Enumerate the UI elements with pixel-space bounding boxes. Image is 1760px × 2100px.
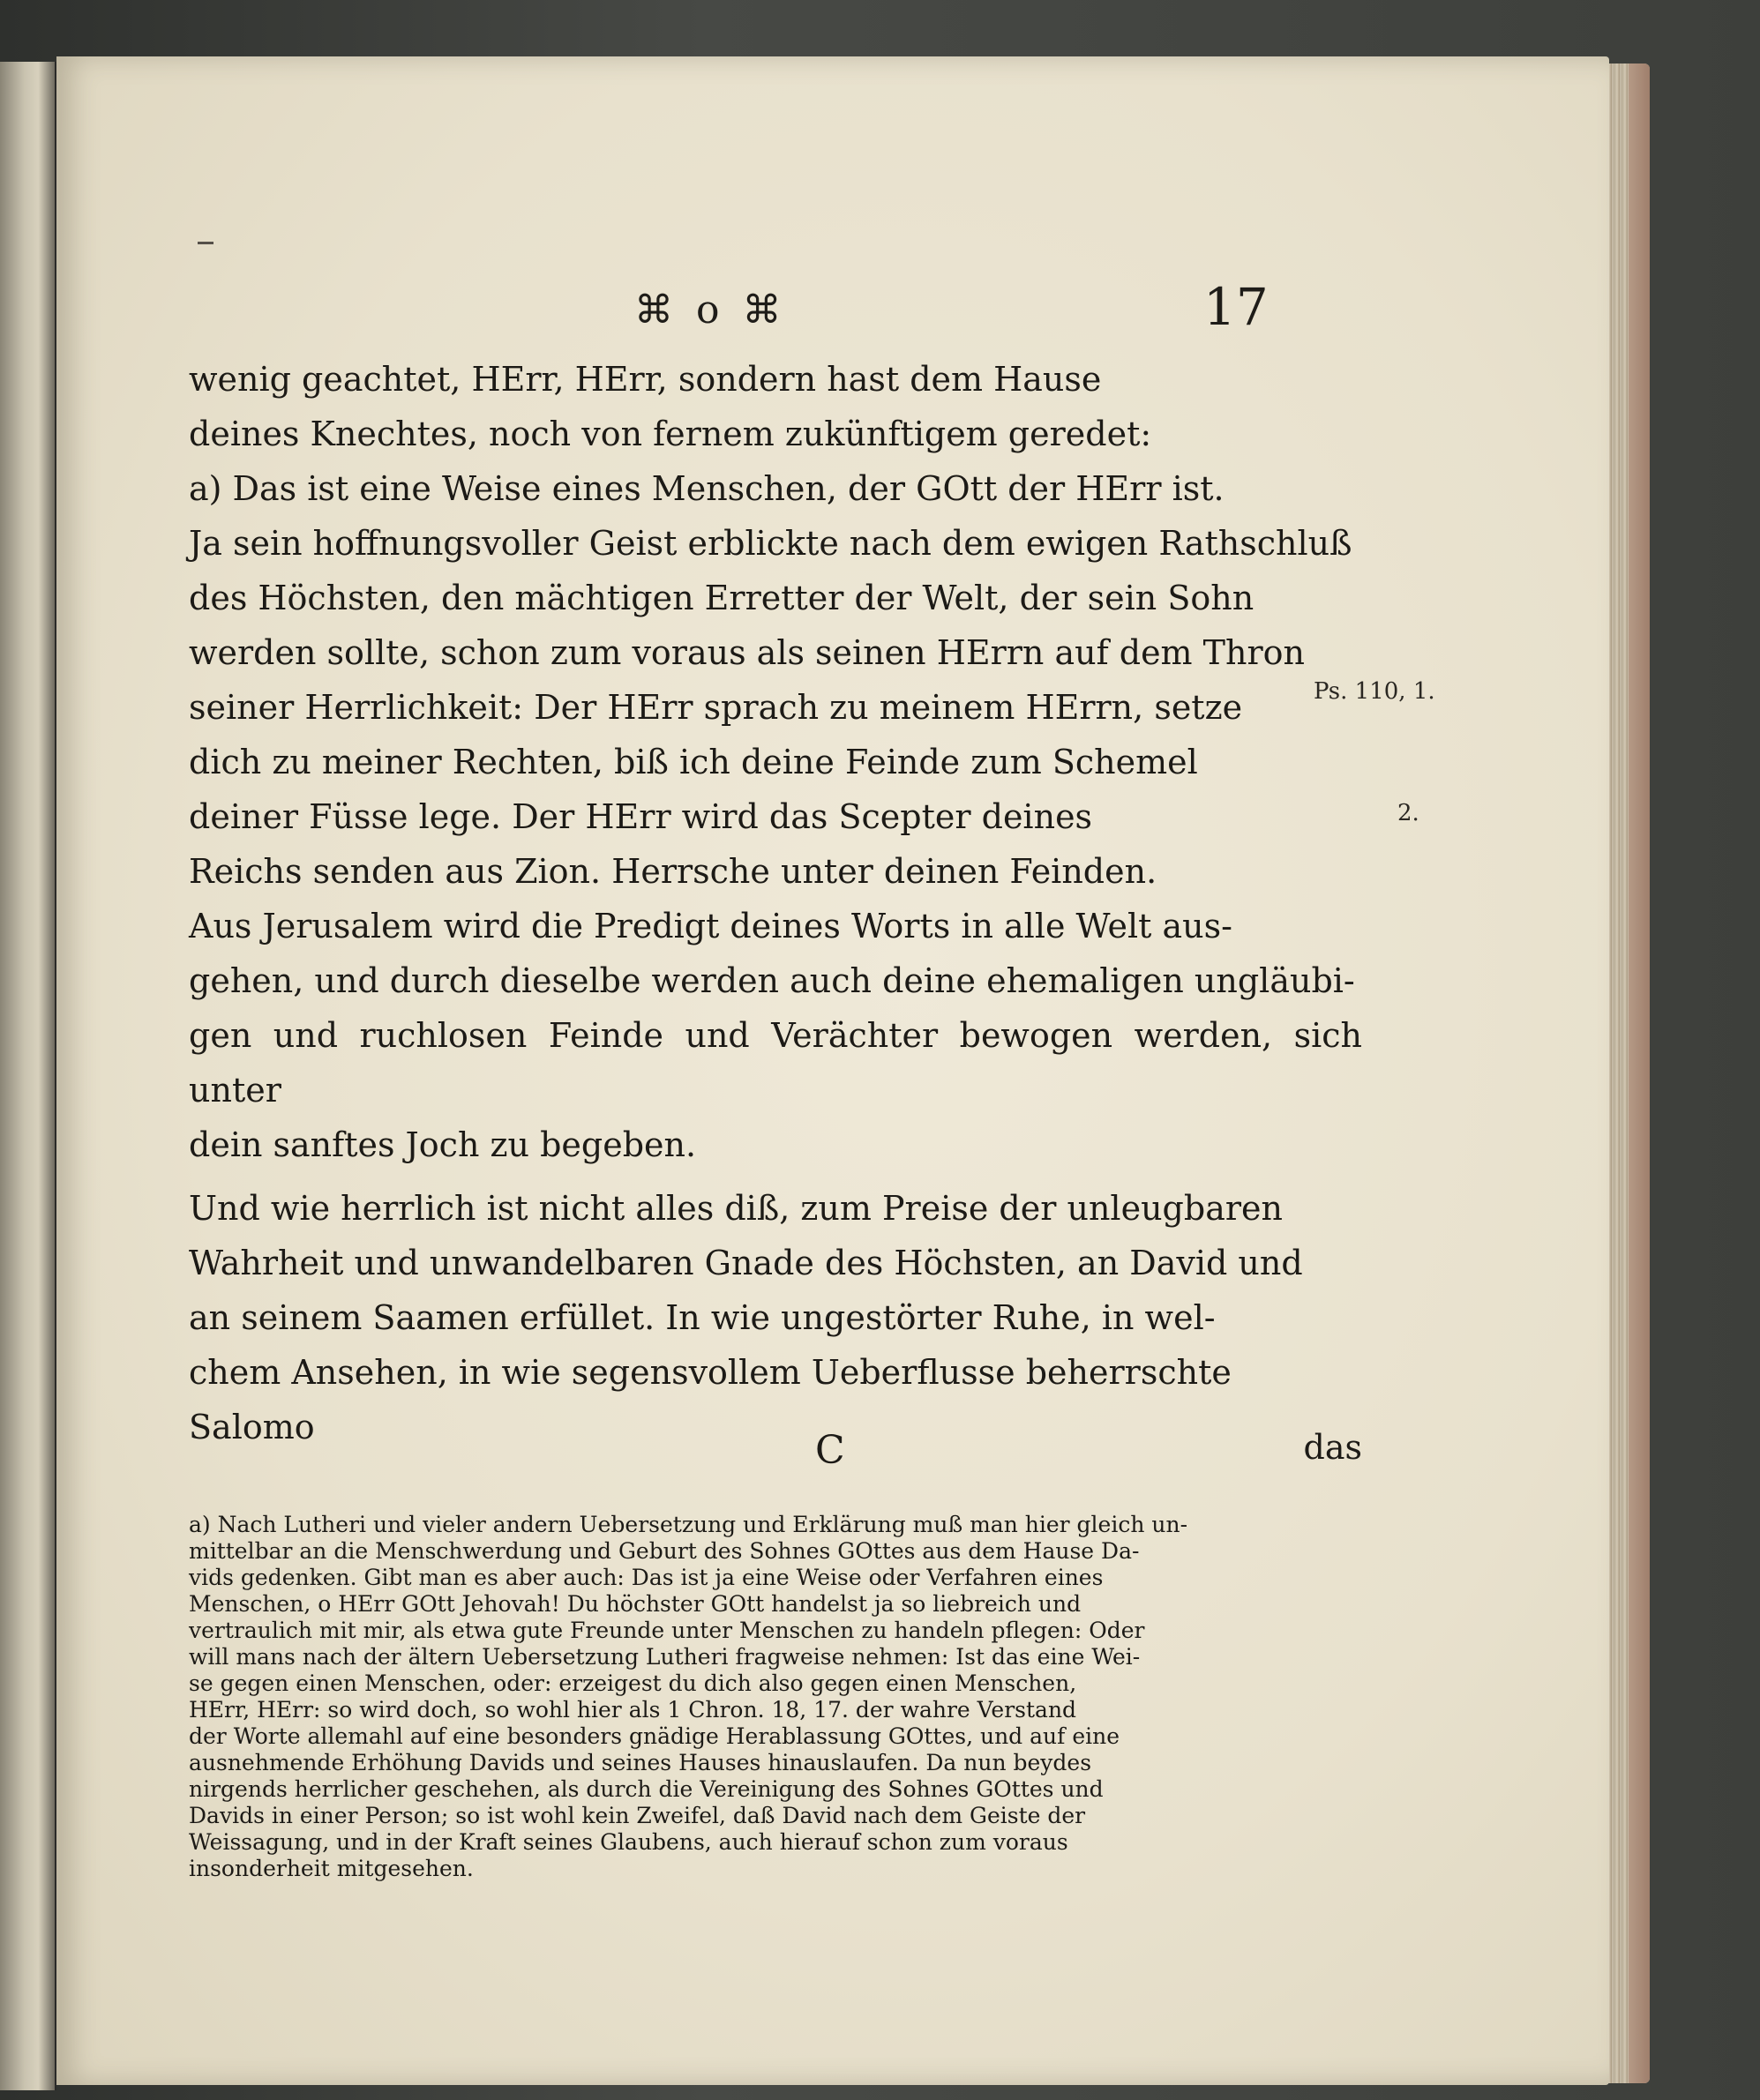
header-ornament: ⌘ o ⌘: [634, 288, 787, 333]
margin-dash: [198, 242, 213, 244]
book-page: [56, 56, 1609, 2085]
paragraph-2: Und wie herrlich ist nicht alles diß, zum Preise der unleugbaren Wahrheit und unwandelbaren Gnade des Höchsten, an David und an seinem Saamen erfüllet. In wie ungestörter Ruhe, in wel- chem Ansehen, in wie segensvollem Ueberflusse beherrschte Salomo: [189, 1189, 1303, 1446]
page-number: 17: [1203, 277, 1269, 337]
catchword: das: [1303, 1428, 1362, 1467]
paragraph-1: wenig geachtet, HErr, HErr, sondern hast dem Hause deines Knechtes, noch von fernem zukünftigem geredet: a) Das ist eine Weise eines Menschen, der GOtt der HErr ist. Ja sein hoffnungsvoller Geist erblickte nach dem ewigen Rathschluß des Höchsten, den mächtigen Erretter der Welt, der sein Sohn werden sollte, schon zum voraus als seinen HErrn auf dem Thron seiner Herrlichkeit: Der HErr sprach zu meinem HErrn, setze dich zu meiner Rechten, biß ich deine Feinde zum Schemel deiner Füsse lege. Der HErr wird das Scepter deines Reichs senden aus Zion. Herrsche unter deinen Feinden. Aus Jerusalem wird die Predigt deines Worts in alle Welt aus- gehen, und durch dieselbe werden auch deine ehemaligen ungläubi- gen und ruchlosen Feinde und Verächter bewogen werden, sich unter dein sanftes Joch zu begeben.: [189, 360, 1362, 1164]
signature-line: [189, 1428, 1362, 1481]
signature-mark: C: [815, 1428, 845, 1473]
margin-note-psalm: Ps. 110, 1.: [1314, 678, 1435, 705]
main-text: [189, 352, 1362, 1172]
footnote: a) Nach Lutheri und vieler andern Uebersetzung und Erklärung muß man hier gleich un- mittelbar an die Menschwerdung und Geburt des Sohnes GOttes aus dem Hause Da- vids gedenken. Gibt man es aber auch: Das ist ja eine Weise oder Verfahren eines Menschen, o HErr GOtt Jehovah! Du höchster GOtt handelst ja so liebreich und vertraulich mit mir, als etwa gute Freunde unter Menschen zu handeln pflegen: Oder will mans nach der ältern Uebersetzung Lutheri fragweise nehmen: Ist das eine Wei- se gegen einen Menschen, oder: erzeigest du dich also gegen einen Menschen, HErr, HErr: so wird doch, so wohl hier als 1 Chron. 18, 17. der wahre Verstand der Worte allemahl auf eine besonders gnädige Herablassung GOttes, und auf eine ausnehmende Erhöhung Davids und seines Hauses hinauslaufen. Da nun beydes nirgends herrlicher geschehen, als durch die Vereinigung des Sohnes GOttes und Davids in einer Person; so ist wohl kein Zweifel, daß David nach dem Geiste der Weissagung, und in der Kraft seines Glaubens, auch hierauf schon zum voraus insonderheit mitgesehen.: [189, 1512, 1188, 1881]
facing-page-edge: [0, 62, 56, 2090]
margin-note-verse: 2.: [1397, 800, 1419, 826]
